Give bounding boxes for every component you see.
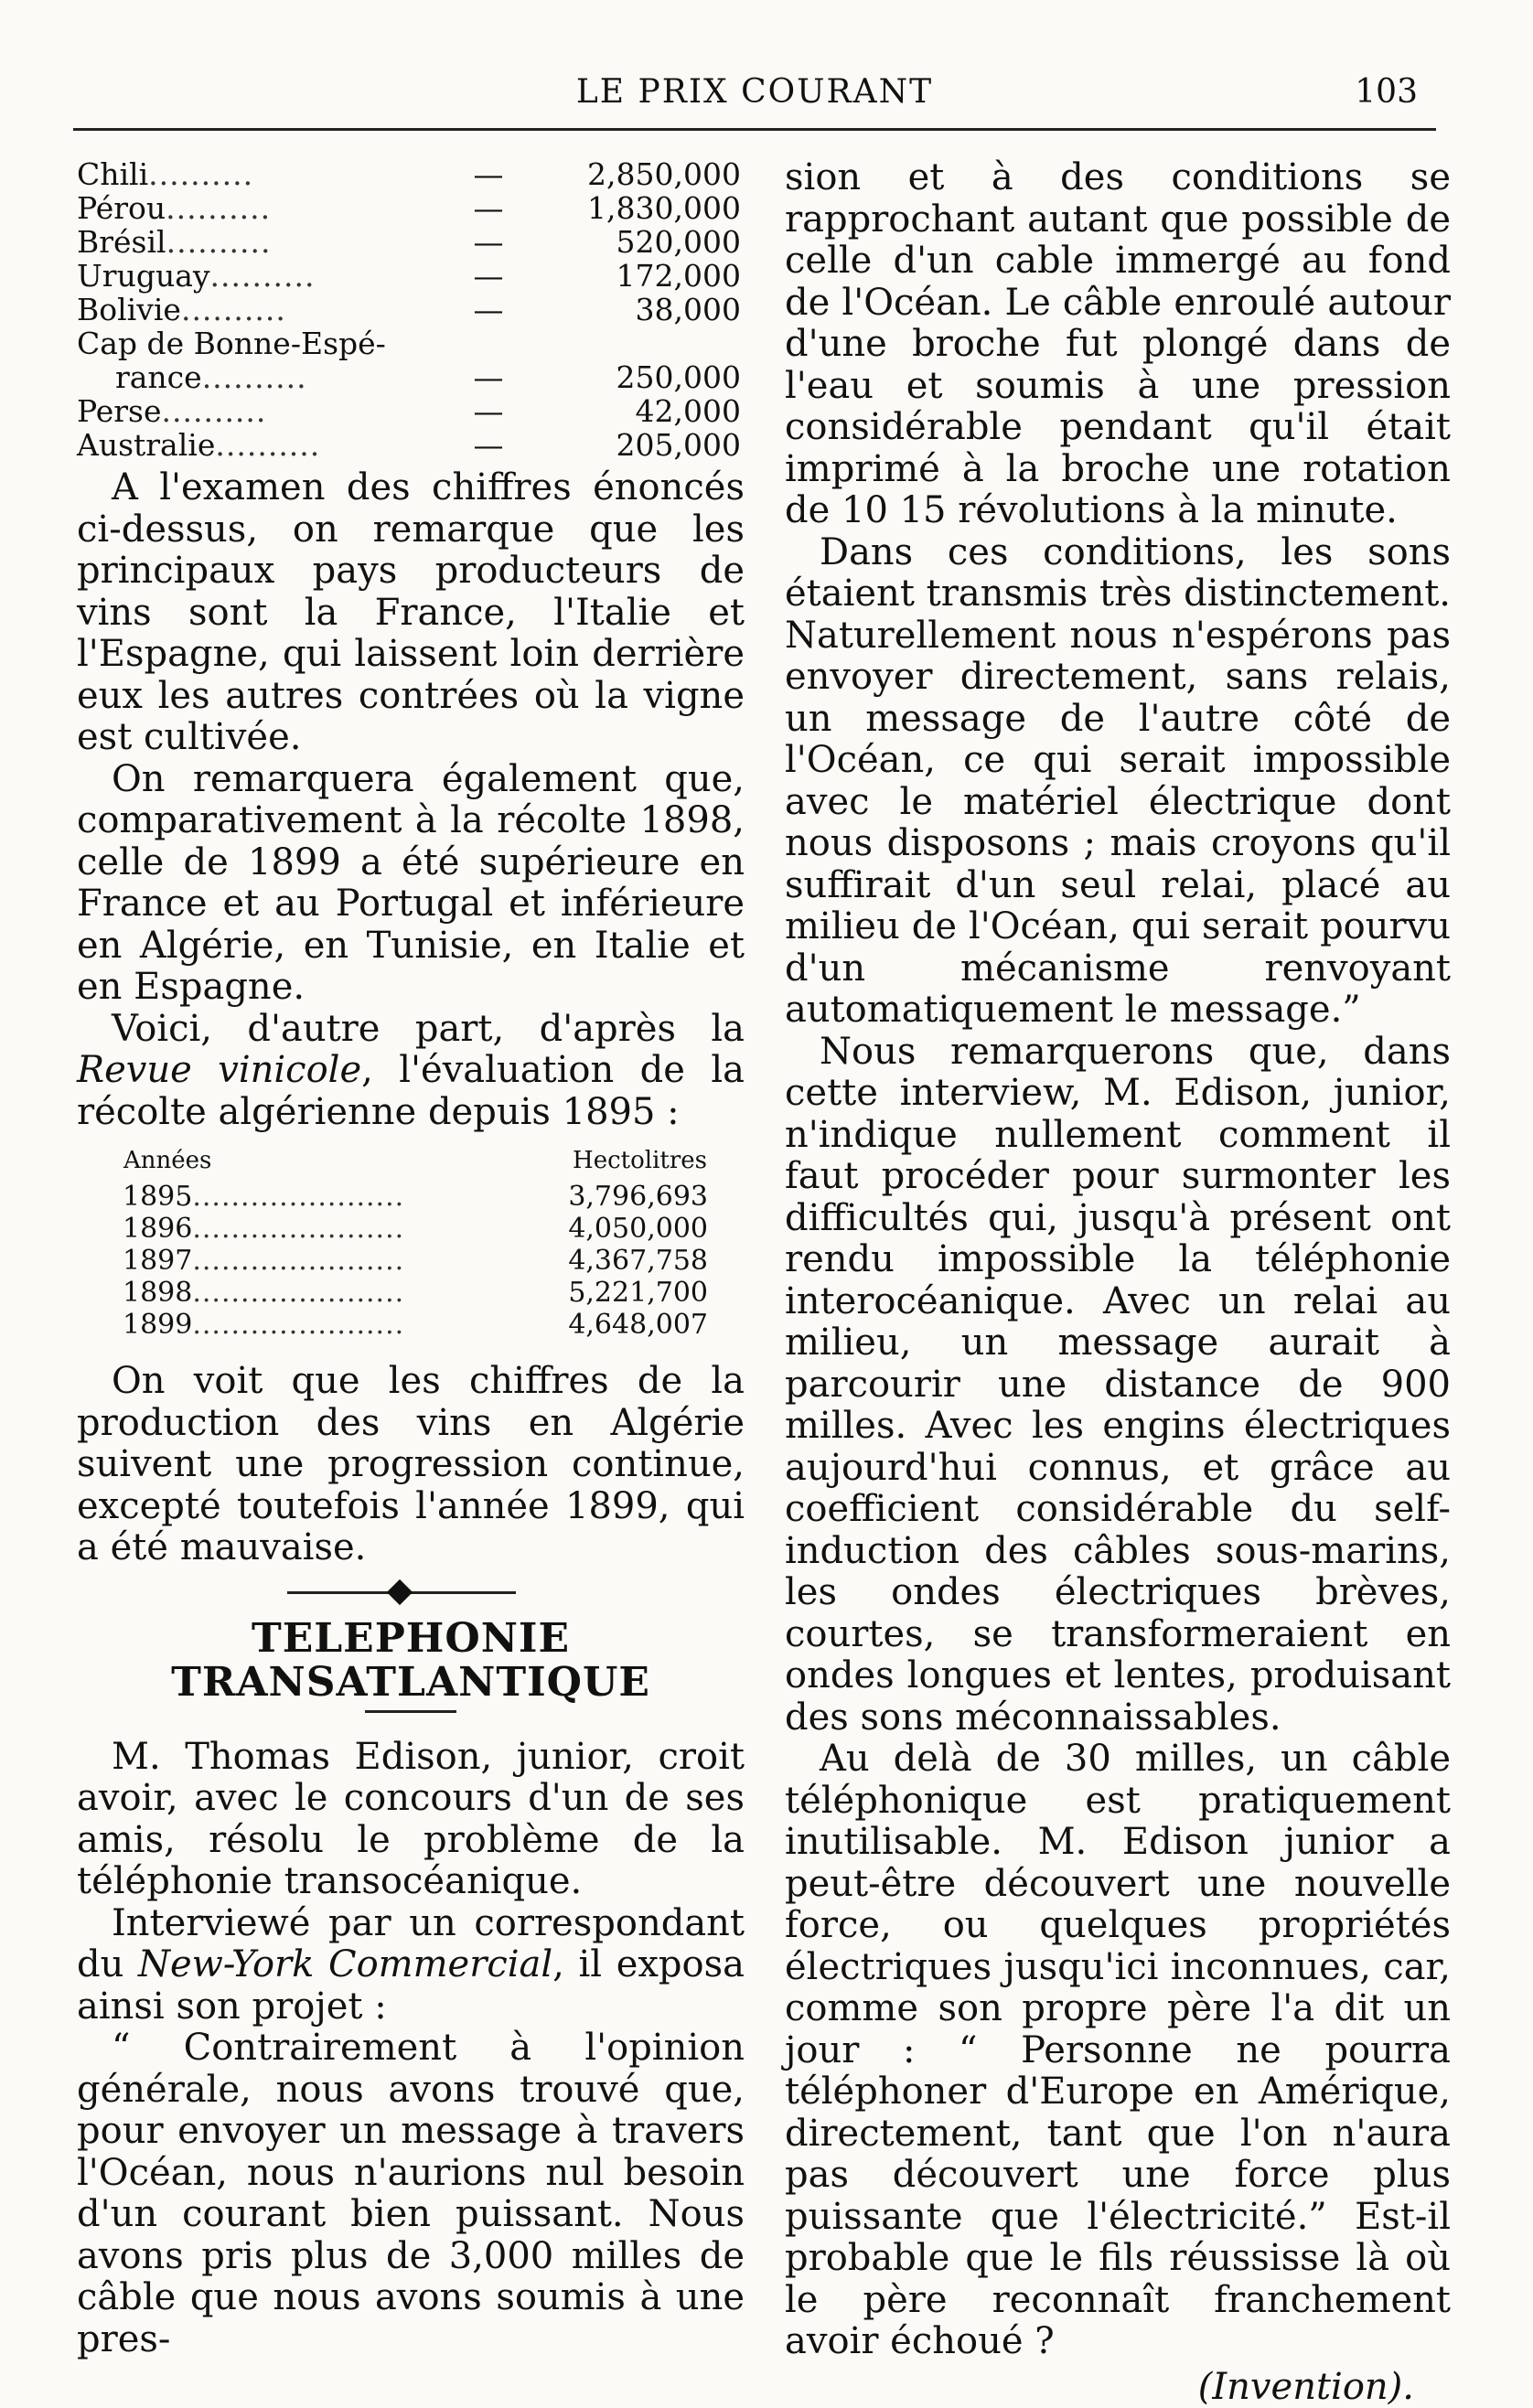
production-value <box>534 326 745 360</box>
paragraph-quote-start: “ Contrairement à l'opinion générale, nous avons trouvé que, pour envoyer un message à travers l'Océan, nous n'aurions nul besoin d'un courant bien puissant. Nous avons pris plus de 3,000 milles de câble que nous avons soumis à une pres- <box>77 2028 745 2360</box>
country-name: Brésil.......... <box>77 225 443 259</box>
paragraph-progression: On voit que les chiffres de la production des vins en Algérie suivent une progression continue, excepté toutefois l'année 1899, qui a été mauvaise. <box>77 1361 745 1569</box>
source-attribution: (Invention). <box>785 2367 1451 2408</box>
right-column <box>785 157 1451 2408</box>
harvest-row <box>123 1309 708 1341</box>
header-years: Années <box>123 1144 514 1181</box>
production-row <box>77 428 745 462</box>
production-row <box>77 394 745 428</box>
country-name: Chili.......... <box>77 157 443 191</box>
harvest-row <box>123 1213 708 1245</box>
production-value: 520,000 <box>534 225 745 259</box>
page-number: 103 <box>1355 73 1418 111</box>
ditto-dash: — <box>443 191 534 225</box>
production-value: 1,830,000 <box>534 191 745 225</box>
country-name: Bolivie.......... <box>77 293 443 326</box>
paragraph-edison-intro: M. Thomas Edison, junior, croit avoir, avec le concours d'un de ses amis, résolu le problème de la téléphonie transocéanique. <box>77 1737 745 1903</box>
production-row <box>77 191 745 225</box>
ditto-dash: — <box>443 157 534 191</box>
harvest-row <box>123 1245 708 1277</box>
country-name: Australie.......... <box>77 428 443 462</box>
production-row <box>77 225 745 259</box>
harvest-year: 1895...................... <box>123 1181 514 1213</box>
harvest-row <box>123 1181 708 1213</box>
paragraph-voici: Voici, d'autre part, d'après la Revue vinicole, l'évaluation de la récolte algérienne depuis 1895 : <box>77 1009 745 1134</box>
harvest-year: 1899...................... <box>123 1309 514 1341</box>
country-name: Cap de Bonne-Espé- <box>77 326 443 360</box>
paragraph-interview: Interviewé par un correspondant du New-York Commercial, il exposa ainsi son projet : <box>77 1903 745 2028</box>
ditto-dash: — <box>443 428 534 462</box>
harvest-hectolitres: 4,648,007 <box>514 1309 708 1341</box>
wine-production-table <box>77 157 745 462</box>
newspaper-title: New-York Commercial <box>138 1943 552 1985</box>
paragraph-trente-milles: Au delà de 30 milles, un câble téléphonique est pratiquement inutilisable. M. Edison junior a peut-être découvert une nouvelle force, ou quelques propriétés électriques jusqu'ici inconnues, car, comme son propre père l'a dit un jour : “ Personne ne pourra téléphoner d'Europe en Amérique, directement, tant que l'on n'aura pas découvert une force plus puissante que l'électricité.” Est-il probable que le fils réussisse là où le père reconnaît franchement avoir échoué ? <box>785 1739 1451 2363</box>
ditto-dash: — <box>443 394 534 428</box>
ditto-dash: — <box>443 360 534 394</box>
algerian-harvest-table <box>123 1144 708 1341</box>
production-value: 38,000 <box>534 293 745 326</box>
country-name: Uruguay.......... <box>77 259 443 293</box>
paragraph-remarquerons: Nous remarquerons que, dans cette interview, M. Edison, junior, n'indique nullement comment il faut procéder pour surmonter les difficultés qui, jusqu'à présent ont rendu impossible la téléphonie interocéanique. Avec un relai au milieu, un message aurait à parcourir une distance de 900 milles. Avec les engins électriques aujourd'hui connus, et grâce au coefficient considérable du self-induction des câbles sous-marins, les ondes électriques brèves, courtes, se transformeraient en ondes longues et lentes, produisant des sons méconnaissables. <box>785 1032 1451 1739</box>
harvest-year: 1896...................... <box>123 1213 514 1245</box>
country-name: Pérou.......... <box>77 191 443 225</box>
production-value: 42,000 <box>534 394 745 428</box>
production-value: 205,000 <box>534 428 745 462</box>
paragraph-quote-continued: sion et à des conditions se rapprochant autant que possible de celle d'un cable immergé au fond de l'Océan. Le câble enroulé autour d'une broche fut plongé dans de l'eau et soumis à une pression considérable pendant qu'il était imprimé à la broche une rotation de 10 15 révolutions à la minute. <box>785 157 1451 532</box>
left-column <box>77 157 745 2360</box>
paragraph-remarquera: On remarquera également que, comparativement à la récolte 1898, celle de 1899 a été supérieure en France et au Portugal et inférieure en Algérie, en Tunisie, en Italie et en Espagne. <box>77 759 745 1009</box>
harvest-row <box>123 1277 708 1309</box>
paragraph-examen: A l'examen des chiffres énoncés ci-dessus, on remarque que les principaux pays producteurs de vins sont la France, l'Italie et l'Espagne, qui laissent loin derrière eux les autres contrées où la vigne est cultivée. <box>77 467 745 759</box>
ditto-dash <box>443 326 534 360</box>
header-rule <box>73 128 1436 131</box>
page-header <box>73 66 1436 121</box>
production-value: 2,850,000 <box>534 157 745 191</box>
section-ornament <box>77 1575 745 1611</box>
harvest-hectolitres: 3,796,693 <box>514 1181 708 1213</box>
ditto-dash: — <box>443 293 534 326</box>
harvest-hectolitres: 5,221,700 <box>514 1277 708 1309</box>
ditto-dash: — <box>443 259 534 293</box>
title-rule <box>365 1710 456 1713</box>
production-value: 172,000 <box>534 259 745 293</box>
production-value: 250,000 <box>534 360 745 394</box>
country-name: rance.......... <box>77 360 443 394</box>
harvest-year: 1897...................... <box>123 1245 514 1277</box>
harvest-hectolitres: 4,367,758 <box>514 1245 708 1277</box>
paragraph-conditions: Dans ces conditions, les sons étaient transmis très distinctement. Naturellement nous n'espérons pas envoyer directement, sans relais, un message de l'autre côté de l'Océan, ce qui serait impossible avec le matériel électrique dont nous disposons ; mais croyons qu'il suffirait d'un seul relai, placé au milieu de l'Océan, qui serait pourvu d'un mécanisme renvoyant automatiquement le message.” <box>785 532 1451 1032</box>
production-row <box>77 360 745 394</box>
header-hectolitres: Hectolitres <box>514 1144 708 1181</box>
harvest-hectolitres: 4,050,000 <box>514 1213 708 1245</box>
production-row <box>77 293 745 326</box>
country-name: Perse.......... <box>77 394 443 428</box>
section-title: TELEPHONIE TRANSATLANTIQUE <box>77 1617 745 1705</box>
production-row <box>77 157 745 191</box>
running-title: LE PRIX COURANT <box>73 73 1436 111</box>
production-row <box>77 259 745 293</box>
production-row <box>77 326 745 360</box>
revue-vinicole-title: Revue vinicole <box>77 1049 361 1091</box>
harvest-year: 1898...................... <box>123 1277 514 1309</box>
ditto-dash: — <box>443 225 534 259</box>
